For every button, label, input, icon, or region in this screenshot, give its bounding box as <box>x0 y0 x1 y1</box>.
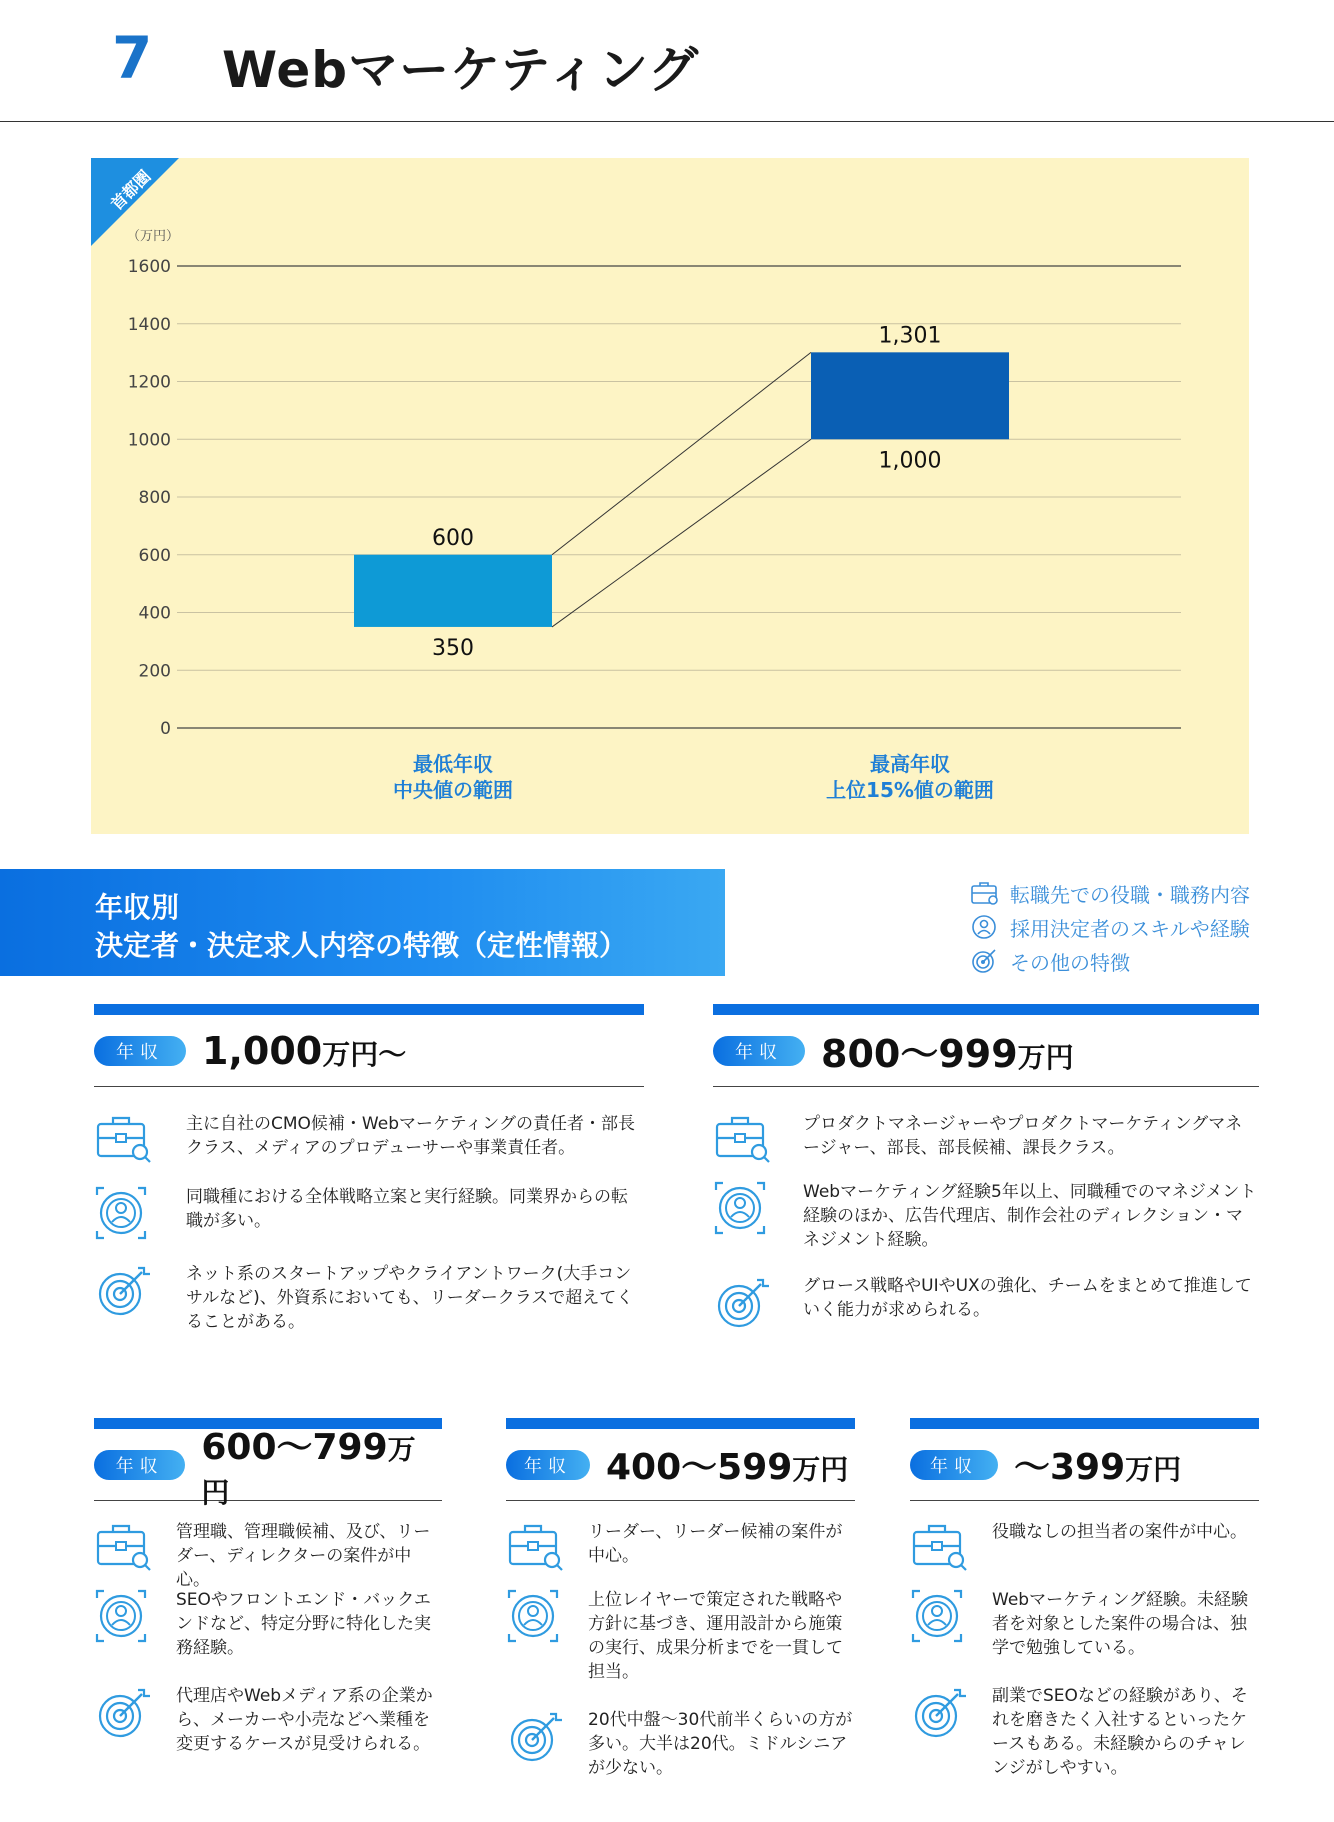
legend-label: 転職先での役職・職務内容 <box>1010 882 1250 907</box>
card-row-role <box>713 1112 1259 1164</box>
row-text: 役職なしの担当者の案件が中心。 <box>992 1522 1247 1542</box>
card-row-other <box>94 1262 644 1334</box>
card-row-role <box>94 1112 644 1164</box>
salary-pill: 年収 <box>910 1450 998 1480</box>
briefcase-icon <box>713 1112 775 1164</box>
target-icon <box>506 1708 568 1764</box>
briefcase-icon <box>506 1520 568 1572</box>
salary-card-400-599 <box>506 1418 855 1778</box>
y-tick-label: 1000 <box>127 430 171 451</box>
legend-item-other <box>970 944 1250 978</box>
card-top-bar <box>506 1418 855 1429</box>
salary-amount: 400～599万円 <box>606 1447 849 1488</box>
y-tick-label: 1200 <box>127 372 171 393</box>
y-tick-label: 400 <box>138 603 171 624</box>
card-top-bar <box>910 1418 1259 1429</box>
person-target-icon <box>970 913 1000 941</box>
row-text: グロース戦略やUIやUXの強化、チームをまとめて推進していく能力が求められる。 <box>803 1276 1252 1320</box>
target-icon <box>970 947 1000 975</box>
icon-legend <box>970 876 1250 978</box>
legend-item-skill <box>970 910 1250 944</box>
card-row-skill <box>94 1185 644 1241</box>
salary-pill: 年収 <box>94 1036 186 1066</box>
region-tag-label: 首都圏 <box>107 166 155 214</box>
row-text: ネット系のスタートアップやクライアントワーク(大手コンサルなど)、外資系においても、リーダークラスで超えてくることがある。 <box>186 1264 634 1332</box>
card-row-role <box>94 1520 442 1592</box>
briefcase-icon <box>970 879 1000 907</box>
section-number: 7 <box>112 24 153 92</box>
x-category-label-1: 最高年収 <box>870 752 950 776</box>
card-row-other <box>506 1708 855 1780</box>
card-row-other <box>94 1684 442 1756</box>
connector-line-top <box>552 352 811 554</box>
card-row-other <box>910 1684 1259 1780</box>
y-tick-label: 1600 <box>127 257 171 277</box>
banner-line-2: 決定者・決定求人内容の特徴（定性情報） <box>95 929 628 962</box>
salary-card-800-999 <box>713 1004 1259 1320</box>
row-text: リーダー、リーダー候補の案件が中心。 <box>588 1522 843 1566</box>
row-text: 代理店やWebメディア系の企業から、メーカーや小売などへ業種を変更するケースが見受けられる。 <box>176 1686 433 1754</box>
salary-pill: 年収 <box>713 1036 805 1066</box>
y-tick-label: 800 <box>138 488 171 508</box>
target-icon <box>94 1684 156 1740</box>
row-text: 20代中盤～30代前半くらいの方が多い。大半は20代。ミドルシニアが少ない。 <box>588 1710 853 1778</box>
row-text: 管理職、管理職候補、及び、リーダー、ディレクターの案件が中心。 <box>176 1522 431 1590</box>
row-text: Webマーケティング経験5年以上、同職種でのマネジメント経験のほか、広告代理店、制作会社のディレクション・マネジメント経験。 <box>803 1182 1257 1250</box>
card-row-skill <box>94 1588 442 1660</box>
card-row-other <box>713 1274 1259 1330</box>
page-header <box>0 0 1334 122</box>
legend-item-role <box>970 876 1250 910</box>
row-text: SEOやフロントエンド・バックエンドなど、特定分野に特化した実務経験。 <box>176 1590 431 1658</box>
salary-amount: 800～999万円 <box>821 1032 1074 1076</box>
legend-label: その他の特徴 <box>1010 950 1130 975</box>
bar-low-label: 350 <box>432 635 474 661</box>
card-header <box>94 1426 442 1509</box>
person-target-icon <box>506 1588 568 1644</box>
chart-canvas <box>91 158 1249 834</box>
person-target-icon <box>94 1588 156 1644</box>
salary-pill: 年収 <box>506 1450 590 1480</box>
card-row-skill <box>910 1588 1259 1660</box>
salary-amount: 600～799万円 <box>201 1426 416 1509</box>
person-target-icon <box>713 1180 775 1236</box>
x-category-label-2: 上位15%値の範囲 <box>826 778 994 802</box>
row-text: Webマーケティング経験。未経験者を対象とした案件の場合は、独学で勉強している。 <box>992 1590 1249 1658</box>
card-top-bar <box>94 1004 644 1015</box>
person-target-icon <box>910 1588 972 1644</box>
row-text: 同職種における全体戦略立案と実行経験。同業界からの転職が多い。 <box>186 1187 628 1231</box>
bar-high-label: 1,301 <box>878 323 942 349</box>
card-row-skill <box>713 1180 1259 1252</box>
target-icon <box>94 1262 156 1318</box>
salary-pill: 年収 <box>94 1450 185 1480</box>
y-tick-label: 1400 <box>127 314 171 335</box>
briefcase-icon <box>910 1520 972 1572</box>
briefcase-icon <box>94 1112 156 1164</box>
page-title: Webマーケティング <box>222 41 700 99</box>
x-category-label-2: 中央値の範囲 <box>393 778 513 802</box>
briefcase-icon <box>94 1520 156 1572</box>
salary-card-under-399 <box>910 1418 1259 1778</box>
row-text: 主に自社のCMO候補・Webマーケティングの責任者・部長クラス、メディアのプロデューサーや事業責任者。 <box>186 1114 635 1158</box>
card-header <box>506 1429 855 1501</box>
card-row-skill <box>506 1588 855 1684</box>
range-bar <box>811 352 1009 439</box>
legend-label: 採用決定者のスキルや経験 <box>1010 916 1250 941</box>
card-header <box>713 1015 1259 1087</box>
target-icon <box>910 1684 972 1740</box>
connector-line-bottom <box>552 439 811 627</box>
card-header <box>910 1429 1259 1501</box>
card-top-bar <box>713 1004 1259 1015</box>
target-icon <box>713 1274 775 1330</box>
card-header <box>94 1015 644 1087</box>
salary-amount: 1,000万円～ <box>202 1028 407 1073</box>
y-tick-label: 0 <box>160 719 171 739</box>
banner-line-1: 年収別 <box>95 891 180 924</box>
salary-amount: ～399万円 <box>1014 1447 1182 1488</box>
salary-card-600-799 <box>94 1418 442 1754</box>
section-banner <box>0 869 725 976</box>
card-row-role <box>910 1520 1259 1572</box>
y-unit-label: （万円） <box>127 229 180 244</box>
row-text: 副業でSEOなどの経験があり、それを磨きたく入社するといったケースもある。未経験からのチャレンジがしやすい。 <box>992 1686 1248 1778</box>
card-row-role <box>506 1520 855 1572</box>
range-bar <box>354 555 552 627</box>
salary-range-chart <box>91 158 1249 834</box>
y-tick-label: 200 <box>138 661 171 682</box>
row-text: 上位レイヤーで策定された戦略や方針に基づき、運用設計から施策の実行、成果分析までを一貫して担当。 <box>588 1590 843 1682</box>
y-tick-label: 600 <box>138 545 171 566</box>
row-text: プロダクトマネージャーやプロダクトマーケティングマネージャー、部長、部長候補、課長クラス。 <box>803 1114 1243 1158</box>
bar-high-label: 600 <box>432 525 474 551</box>
x-category-label-1: 最低年収 <box>413 752 493 776</box>
salary-card-1000plus <box>94 1004 644 1332</box>
person-target-icon <box>94 1185 156 1241</box>
bar-low-label: 1,000 <box>878 448 942 474</box>
